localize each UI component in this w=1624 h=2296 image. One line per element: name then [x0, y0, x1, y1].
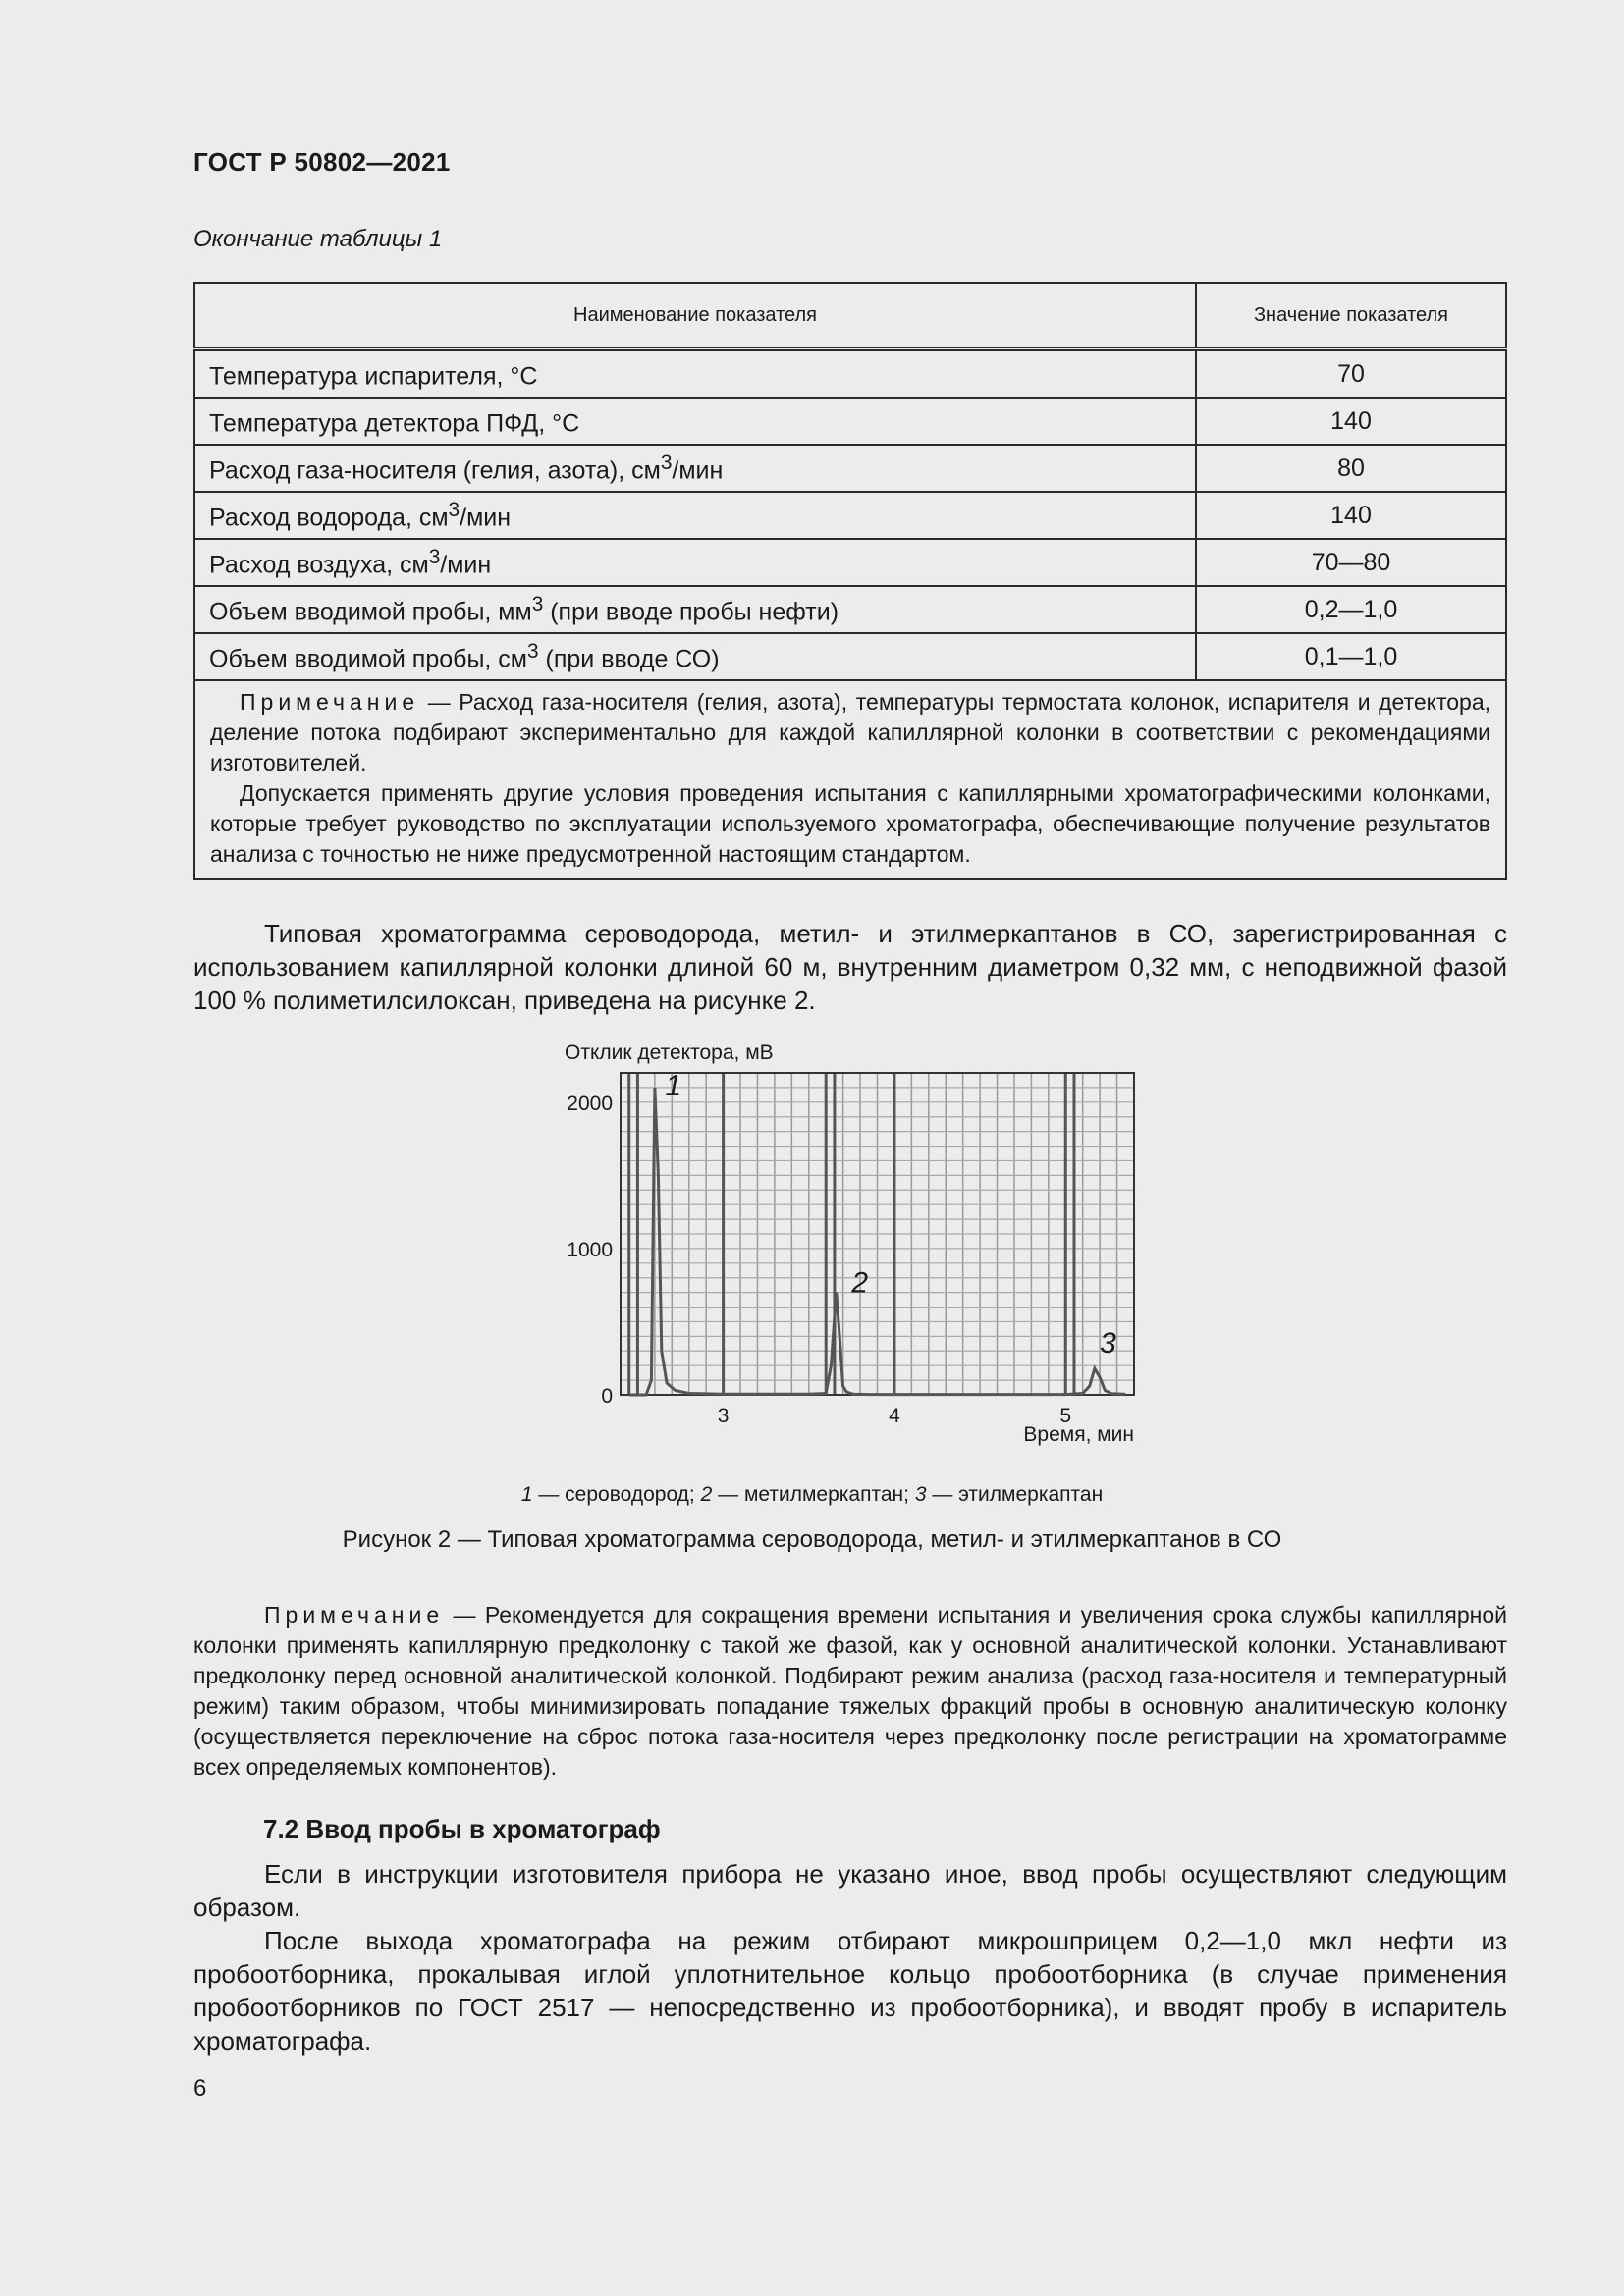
column-header-name: Наименование показателя [194, 283, 1196, 349]
table-continuation-label: Окончание таблицы 1 [193, 226, 443, 252]
row-value: 0,2—1,0 [1196, 586, 1506, 633]
y-tick-label: 1000 [567, 1238, 613, 1261]
row-value: 70—80 [1196, 539, 1506, 586]
row-value: 0,1—1,0 [1196, 633, 1506, 680]
figure-legend: 1 — сероводород; 2 — метилмеркаптан; 3 — этилмеркаптан [520, 1483, 1104, 1506]
chromatogram-chart [550, 1036, 1159, 1453]
x-tick-label: 3 [717, 1405, 730, 1427]
row-name: Температура детектора ПФД, °С [194, 398, 1196, 445]
column-header-value: Значение показателя [1196, 283, 1506, 349]
x-tick-label: 4 [889, 1405, 900, 1427]
row-value: 70 [1196, 349, 1506, 399]
table-row [194, 586, 1506, 633]
table-row [194, 445, 1506, 492]
row-value: 140 [1196, 492, 1506, 539]
parameters-table [193, 282, 1507, 880]
row-name: Расход газа-носителя (гелия, азота), $см^3$/мин [194, 445, 1196, 492]
note-label: Примечание [240, 689, 420, 715]
row-value: 80 [1196, 445, 1506, 492]
y-tick-label: 2000 [567, 1092, 613, 1115]
row-name: Объем вводимой пробы, $см^3$ (при вводе СО) [194, 633, 1196, 680]
document-id: ГОСТ Р 50802—2021 [193, 147, 451, 177]
row-name: Расход воздуха, $см^3$/мин [194, 539, 1196, 586]
page-number: 6 [193, 2075, 207, 2102]
section-heading: 7.2 Ввод пробы в хроматограф [263, 1814, 661, 1843]
y-axis-label: Отклик детектора, мВ [565, 1041, 774, 1064]
note-text: — Расход газа-носителя (гелия, азота), температуры термостата колонок, испарителя и детектора, деление потока подбирают экспериментально для каждой капиллярной колонки в соответствии с рекомендациями изготовителей. [210, 689, 1490, 775]
table-note-row [194, 680, 1506, 879]
table-row [194, 633, 1506, 680]
section-paragraph-1: Если в инструкции изготовителя прибора не указано иное, ввод пробы осуществляют следующим образом. [193, 1859, 1507, 1922]
row-name: Расход водорода, $см^3$/мин [194, 492, 1196, 539]
table-row [194, 492, 1506, 539]
x-tick-label: 5 [1059, 1405, 1072, 1427]
note2-label: Примечание [264, 1602, 445, 1628]
table-note [194, 680, 1506, 879]
intro-paragraph: Типовая хроматограмма сероводорода, метил- и этилмеркаптанов в СО, зарегистрированная с использованием капиллярной колонки длиной 60 м, внутренним диаметром 0,32 мм, с неподвижной фазой 100 % полиметилсилоксан, приведена на рисунке 2. [193, 919, 1507, 1015]
row-value: 140 [1196, 398, 1506, 445]
x-axis-label: Время, мин [1023, 1423, 1134, 1446]
table-row [194, 349, 1506, 399]
row-name: Объем вводимой пробы, $мм^3$ (при вводе пробы нефти) [194, 586, 1196, 633]
section-paragraph-2: После выхода хроматографа на режим отбирают микрошприцем 0,2—1,0 мкл нефти из пробоотборника, прокалывая иглой уплотнительное кольцо пробоотборника (в случае применения пробоотборников по ГОСТ 2517 — непосредственно из пробоотборника), и вводят пробу в испаритель хроматографа. [193, 1926, 1507, 2056]
peak-label: 3 [1100, 1326, 1116, 1360]
peak-label: 2 [851, 1266, 869, 1300]
figure-title: Рисунок 2 — Типовая хроматограмма сероводорода, метил- и этилмеркаптанов в СО [342, 1526, 1282, 1553]
table-header-row [194, 283, 1506, 349]
note2-text: — Рекомендуется для сокращения времени испытания и увеличения срока службы капиллярной колонки применять капиллярную предколонку с такой же фазой, как у основной аналитической колонки. Устанавливают предколонку перед основной аналитической колонкой. Подбирают режим анализа (расход газа-носителя и температурный режим) таким образом, чтобы минимизировать попадание тяжелых фракций пробы в основную аналитическую колонку (осуществляется переключение на сброс потока газа-носителя через предколонку после регистрации на хроматограмме всех определяемых компонентов). [193, 1602, 1507, 1780]
row-name: Температура испарителя, °С [194, 349, 1196, 399]
table-row [194, 398, 1506, 445]
note-paragraph [193, 1600, 1507, 1783]
note-text-2: Допускается применять другие условия проведения испытания с капиллярными хроматографическими колонками, которые требует руководство по эксплуатации используемого хроматографа, обеспечивающие получение результатов анализа с точностью не ниже предусмотренной настоящим стандартом. [210, 780, 1490, 867]
table-row [194, 539, 1506, 586]
y-tick-label: 0 [601, 1385, 613, 1408]
peak-label: 1 [665, 1069, 682, 1102]
